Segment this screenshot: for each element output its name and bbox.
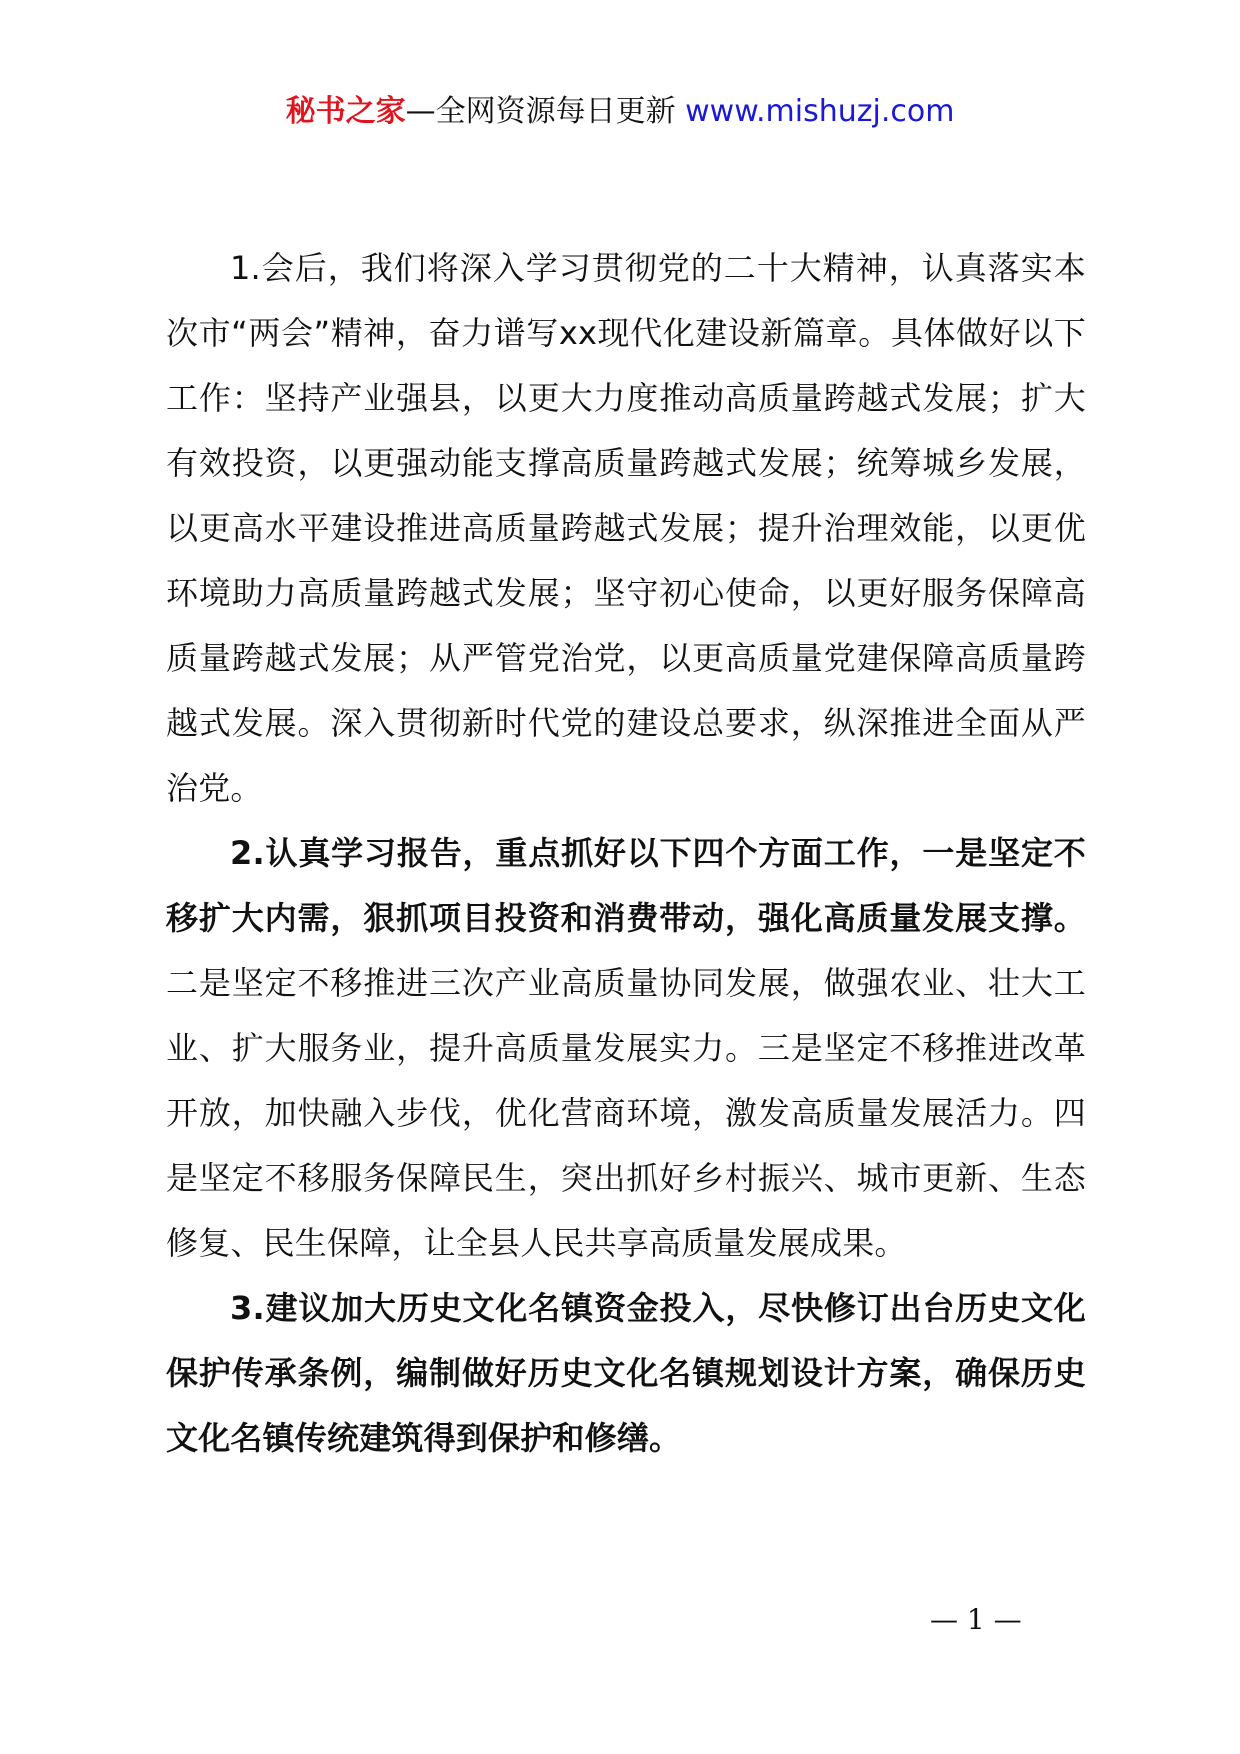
paragraph-2-bold-lead: 2.认真学习报告，重点抓好以下四个方面工作，一是坚定不移扩大内需，狠抓项目投资和消费带动，强化高质量发展支撑。 [166,834,1086,937]
paragraph-1-text: 1.会后，我们将深入学习贯彻党的二十大精神，认真落实本次市“两会”精神，奋力谱写xx现代化建设新篇章。具体做好以下工作：坚持产业强县，以更大力度推动高质量跨越式发展；扩大有效投资，以更强动能支撑高质量跨越式发展；统筹城乡发展，以更高水平建设推进高质量跨越式发展；提升治理效能，以更优环境助力高质量跨越式发展；坚守初心使命，以更好服务保障高质量跨越式发展；从严管党治党，以更高质量党建保障高质量跨越式发展。深入贯彻新时代党的建设总要求，纵深推进全面从严治党。 [166,249,1086,807]
paragraph-1 [166,236,1086,821]
paragraph-2-text: 二是坚定不移推进三次产业高质量协同发展，做强农业、壮大工业、扩大服务业，提升高质量发展实力。三是坚定不移推进改革开放，加快融入步伐，优化营商环境，激发高质量发展活力。四是坚定不移服务保障民生，突出抓好乡村振兴、城市更新、生态修复、民生保障，让全县人民共享高质量发展成果。 [166,964,1086,1262]
header-slogan: —全网资源每日更新 [405,94,686,129]
paragraph-3-bold-lead: 3.建议加大历史文化名镇资金投入，尽快修订出台历史文化保护传承条例，编制做好历史文化名镇规划设计方案，确保历史文化名镇传统建筑得到保护和修缮。 [166,1289,1086,1457]
paragraph-2 [166,821,1086,1276]
brand-name: 秘书之家 [285,94,406,129]
paragraph-3 [166,1276,1086,1471]
page-header [0,92,1240,132]
document-body [166,236,1086,1471]
header-url[interactable]: www.mishuzj.com [685,94,955,129]
page-number: — 1 — [930,1603,1022,1636]
